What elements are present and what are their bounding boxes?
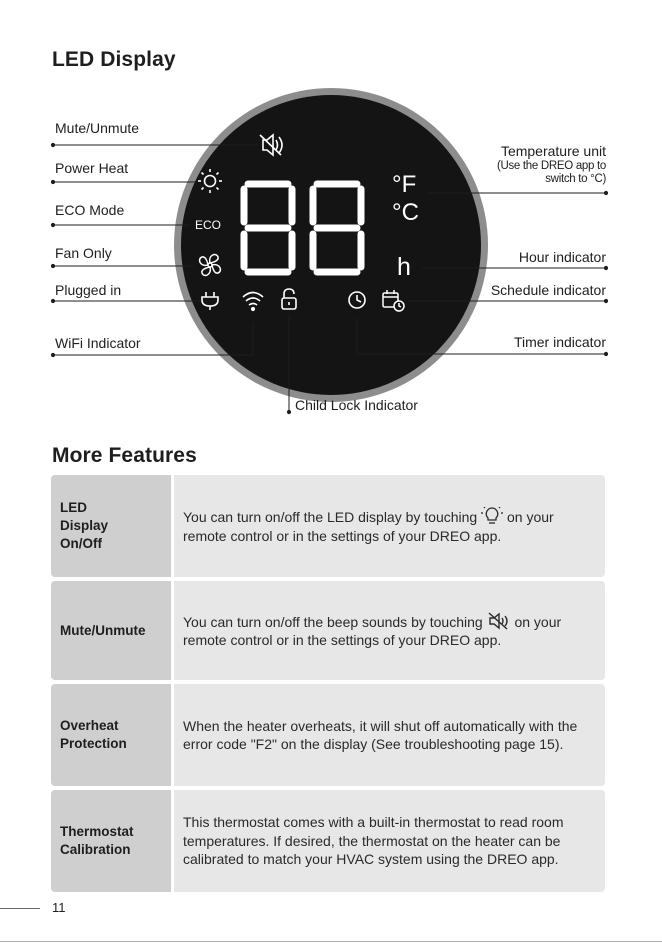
feature-text-after: on your remote control or in the settings of your DREO app. <box>183 613 562 648</box>
feature-description <box>174 581 605 680</box>
hour-symbol: h <box>397 253 411 281</box>
label-wifi-indicator: WiFi Indicator <box>55 335 141 351</box>
bulb-icon <box>481 507 503 525</box>
page-number-rule <box>0 908 40 909</box>
feature-row-led-display <box>51 475 605 577</box>
label-plugged-in: Plugged in <box>55 282 122 298</box>
label-temperature-unit: Temperature unit <box>500 143 606 159</box>
label-hour-indicator: Hour indicator <box>518 249 606 265</box>
feature-title: LED Display On/Off <box>51 475 171 577</box>
label-eco-mode: ECO Mode <box>55 202 125 218</box>
bottom-rule <box>0 941 662 942</box>
feature-title: Mute/Unmute <box>51 581 171 680</box>
label-mute-unmute: Mute/Unmute <box>55 120 140 136</box>
feature-row-thermostat <box>51 790 605 892</box>
feature-text-before: You can turn on/off the beep sounds by touching <box>183 613 483 630</box>
more-features-heading: More Features <box>52 444 197 467</box>
page-number: 11 <box>52 900 66 915</box>
led-display-heading: LED Display <box>52 48 176 71</box>
feature-description <box>174 684 605 786</box>
eco-symbol: ECO <box>195 218 222 232</box>
feature-text-before: This thermostat comes with a built-in thermostat to read room temperatures. If desired, the thermostat on the heater can be calibrated to match your HVAC system using the DREO app. <box>183 814 564 868</box>
label-schedule-indicator: Schedule indicator <box>490 282 606 298</box>
feature-title: Overheat Protection <box>51 684 171 786</box>
label-power-heat: Power Heat <box>55 160 129 176</box>
unit-c-symbol: °C <box>392 199 419 226</box>
feature-description <box>174 790 605 892</box>
feature-row-mute <box>51 581 605 680</box>
mute-icon <box>487 612 511 630</box>
label-fan-only: Fan Only <box>55 245 112 261</box>
label-child-lock: Child Lock Indicator <box>295 397 418 413</box>
feature-text-before: You can turn on/off the LED display by touching <box>183 509 478 525</box>
unit-f-symbol: °F <box>392 171 417 198</box>
feature-text-before: When the heater overheats, it will shut off automatically with the error code "F2" on the display (See troubleshooting page 15). <box>183 717 578 752</box>
feature-description <box>174 475 605 577</box>
label-temperature-unit-note-1: (Use the DREO app to <box>496 160 606 172</box>
features-table <box>51 475 605 896</box>
feature-text-after: on your remote control or in the settings of your DREO app. <box>183 509 554 544</box>
display-face <box>181 95 481 395</box>
label-timer-indicator: Timer indicator <box>513 334 606 350</box>
label-temperature-unit-note-2: switch to °C) <box>545 173 606 185</box>
feature-title: Thermostat Calibration <box>51 790 171 892</box>
feature-row-overheat <box>51 684 605 786</box>
